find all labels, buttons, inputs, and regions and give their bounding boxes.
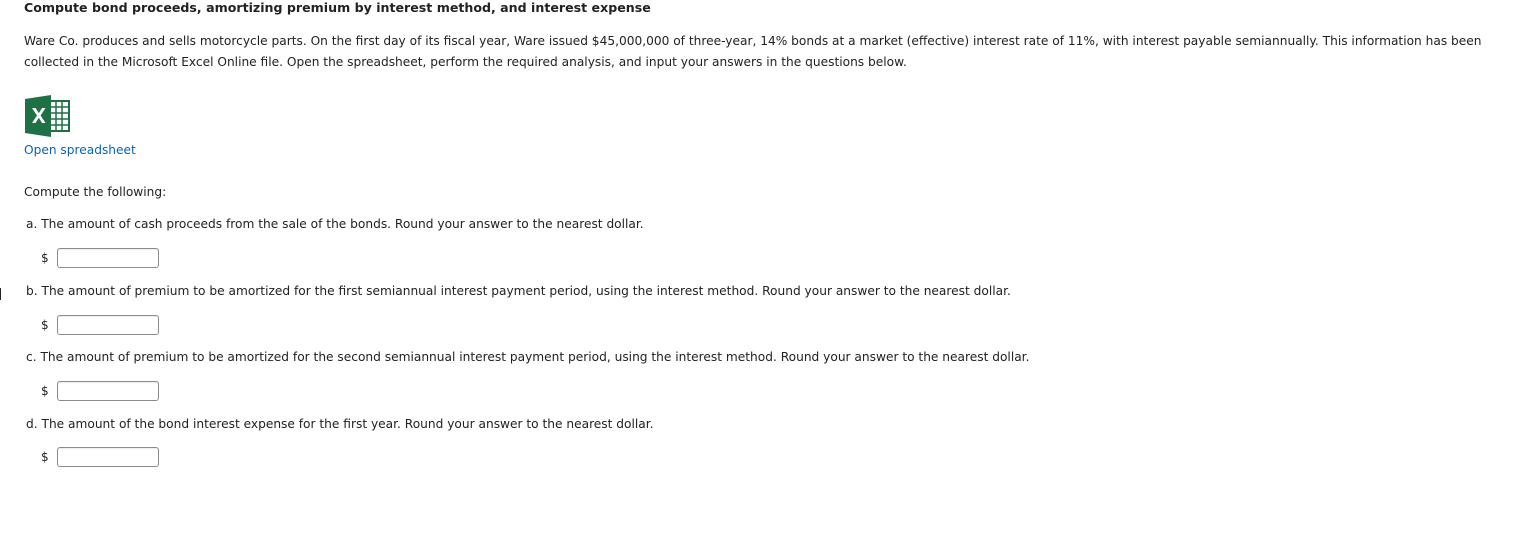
question-letter: b.: [26, 284, 38, 298]
question-a: [26, 217, 644, 231]
currency-symbol: $: [41, 450, 49, 464]
answer-input-a[interactable]: [57, 248, 159, 268]
question-b: [26, 284, 1011, 298]
answer-input-c[interactable]: [57, 381, 159, 401]
question-text: The amount of premium to be amortized for the second semiannual interest payment period, using the interest method. Round your answer to the nearest dollar.: [40, 350, 1030, 364]
page-title: Compute bond proceeds, amortizing premium by interest method, and interest expense: [24, 0, 651, 15]
currency-symbol: $: [41, 251, 49, 265]
answer-row-c: [41, 379, 159, 403]
currency-symbol: $: [41, 384, 49, 398]
currency-symbol: $: [41, 318, 49, 332]
question-letter: c.: [26, 350, 37, 364]
answer-input-d[interactable]: [57, 447, 159, 467]
open-spreadsheet-link[interactable]: Open spreadsheet: [24, 143, 136, 157]
answer-row-d: [41, 445, 159, 469]
excel-icon-graphic: [25, 95, 71, 137]
question-text: The amount of premium to be amortized for the first semiannual interest payment period, using the interest method. Round your answer to the nearest dollar.: [41, 284, 1011, 298]
compute-instructions: Compute the following:: [24, 185, 167, 199]
excel-icon[interactable]: [25, 95, 71, 137]
question-letter: d.: [26, 417, 38, 431]
question-text: The amount of cash proceeds from the sale of the bonds. Round your answer to the nearest dollar.: [41, 217, 644, 231]
answer-row-a: [41, 246, 159, 270]
question-c: [26, 350, 1029, 364]
problem-intro: Ware Co. produces and sells motorcycle parts. On the first day of its fiscal year, Ware issued $45,000,000 of three-year, 14% bonds at a market (effective) interest rate of 11%, with interest payable semiannually. This information has been collected in the Microsoft Excel Online file. Open the spreadsheet, perform the required analysis, and input your answers in the questions below.: [24, 34, 1482, 69]
question-text: The amount of the bond interest expense for the first year. Round your answer to the nearest dollar.: [41, 417, 654, 431]
answer-row-b: [41, 313, 159, 337]
question-letter: a.: [26, 217, 38, 231]
question-d: [26, 417, 654, 431]
scroll-edge-marker: [0, 288, 4, 300]
answer-input-b[interactable]: [57, 315, 159, 335]
